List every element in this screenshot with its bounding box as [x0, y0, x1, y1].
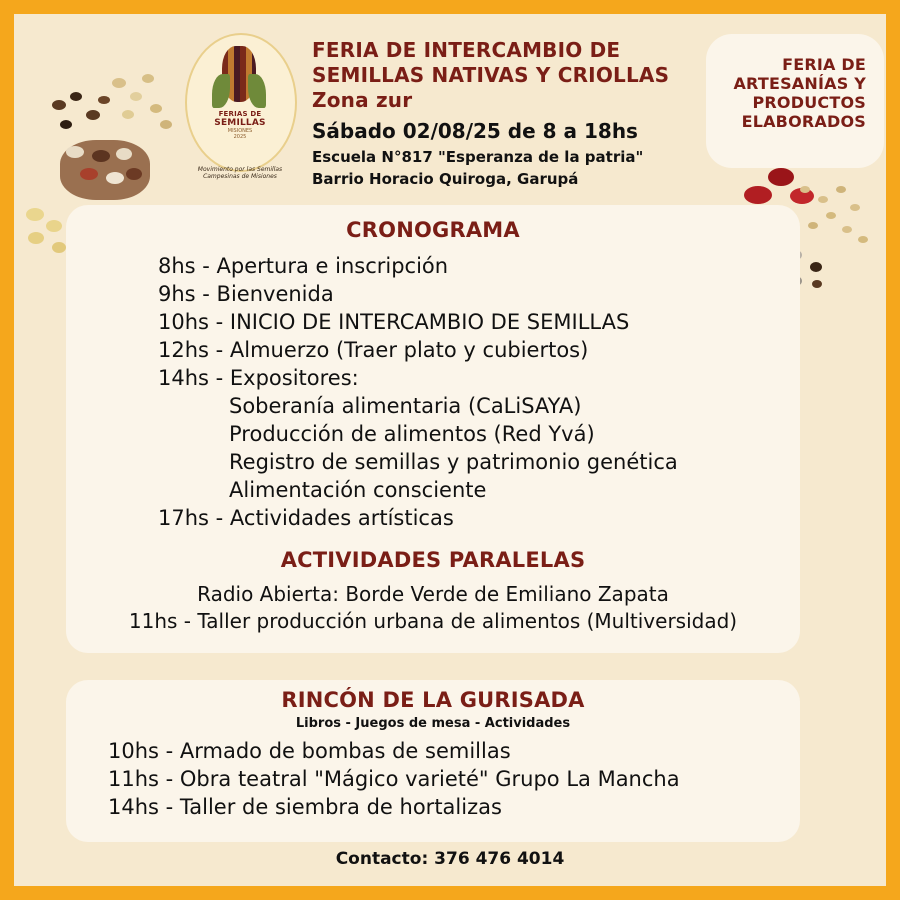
logo-line3: MISIONES	[227, 128, 253, 134]
badge-line1: FERIA DE	[782, 55, 866, 74]
kids-corner-subtitle: Libros - Juegos de mesa - Actividades	[295, 716, 571, 731]
title-line1: FERIA DE INTERCAMBIO DE	[312, 38, 621, 62]
movement-caption	[185, 166, 295, 180]
logo-line2: SEMILLAS	[214, 118, 266, 128]
logo-text	[185, 110, 295, 140]
exhibitor-item: Alimentación consciente	[229, 478, 487, 502]
parallel-activity: Radio Abierta: Borde Verde de Emiliano Zapata	[197, 582, 669, 606]
exhibitor-item: Producción de alimentos (Red Yvá)	[229, 422, 595, 446]
kids-activity: 11hs - Obra teatral "Mágico varieté" Grupo La Mancha	[108, 767, 680, 791]
exhibitor-item: Registro de semillas y patrimonio genética	[229, 450, 678, 474]
schedule-item: 17hs - Actividades artísticas	[158, 506, 454, 530]
logo-year: 2025	[233, 134, 247, 140]
schedule-item: 9hs - Bienvenida	[158, 282, 334, 306]
event-date: Sábado 02/08/25 de 8 a 18hs	[312, 119, 638, 143]
parallel-activity: 11hs - Taller producción urbana de alimentos (Multiversidad)	[128, 609, 738, 633]
schedule-item: 14hs - Expositores:	[158, 366, 359, 390]
movement-line2: Campesinas de Misiones	[203, 173, 277, 180]
badge-line2: ARTESANÍAS Y	[733, 74, 866, 93]
exhibitor-item: Soberanía alimentaria (CaLiSAYA)	[229, 394, 582, 418]
schedule-title: CRONOGRAMA	[346, 218, 520, 242]
kids-activity: 10hs - Armado de bombas de semillas	[108, 739, 511, 763]
title-line2: SEMILLAS NATIVAS Y CRIOLLAS	[312, 63, 670, 87]
schedule-item: 8hs - Apertura e inscripción	[158, 254, 449, 278]
kids-corner-title: RINCÓN DE LA GURISADA	[281, 688, 585, 712]
event-school: Escuela N°817 "Esperanza de la patria"	[312, 148, 644, 166]
badge-line4: ELABORADOS	[741, 112, 866, 131]
kids-activity: 14hs - Taller de siembra de hortalizas	[108, 795, 502, 819]
crafts-fair-text	[706, 55, 866, 131]
contact-phone: Contacto: 376 476 4014	[335, 849, 565, 869]
schedule-item: 10hs - INICIO DE INTERCAMBIO DE SEMILLAS	[158, 310, 630, 334]
badge-line3: PRODUCTOS	[752, 93, 866, 112]
movement-line1: Movimiento por las Semillas	[197, 166, 283, 173]
logo-line1: FERIAS DE	[218, 110, 262, 118]
zone-label: Zona zur	[312, 88, 413, 112]
event-neighborhood: Barrio Horacio Quiroga, Garupá	[312, 170, 579, 188]
parallel-activities-title: ACTIVIDADES PARALELAS	[280, 548, 586, 572]
schedule-item: 12hs - Almuerzo (Traer plato y cubiertos)	[158, 338, 589, 362]
